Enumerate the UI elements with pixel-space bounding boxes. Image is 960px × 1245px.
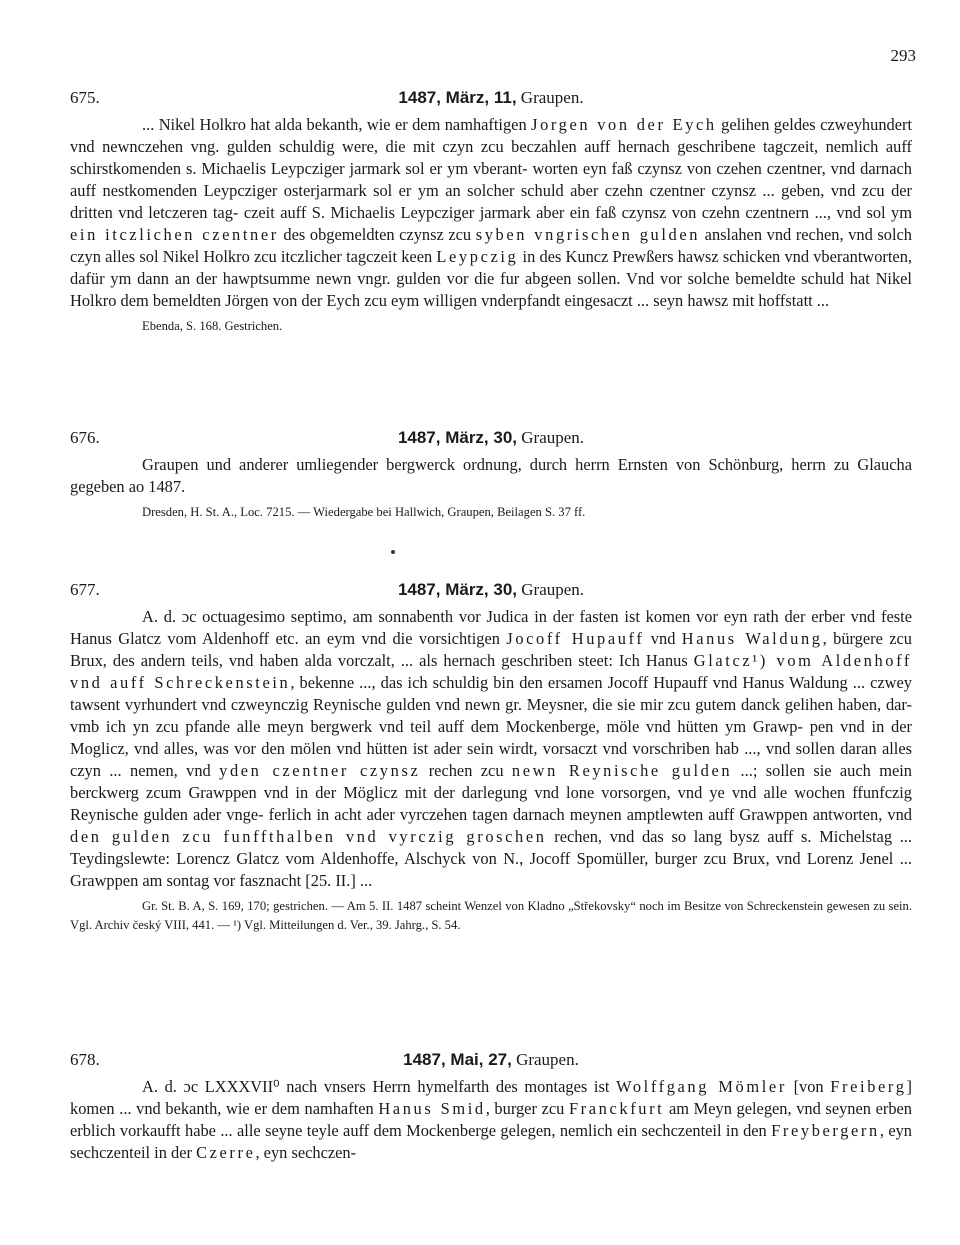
entry-heading	[70, 428, 912, 454]
text-run-spaced: Glatcz¹) vom Aldenhoff vnd auff Schreckenstein	[70, 651, 912, 692]
text-run-spaced: yden czentner czynsz	[219, 761, 421, 780]
text-run-spaced: Hanus Waldung	[681, 629, 823, 648]
entry-text	[70, 1076, 912, 1164]
source-line: Dresden, H. St. A., Loc. 7215. — Wiedergabe bei Hallwich, Graupen, Beilagen S. 37 ff.	[142, 505, 586, 519]
entry-place: Graupen.	[520, 88, 584, 107]
text-run: ] komen ... vnd bekanth, wie er dem namhaften	[70, 1077, 912, 1118]
entry-number: 676.	[70, 428, 100, 447]
source-line: Gr. St. B. A, S. 169, 170; gestrichen. — Am 5. II. 1487 scheint Wenzel von Kladno „Střekovsky“ noch im Besitze von Schreckenstein gewesen zu sein. Vgl. Archiv český VIII, 441. — ¹) Vgl. Mitteilungen d. Ver., 39. Jahrg., S. 54.	[70, 899, 912, 932]
text-run: Graupen und anderer umliegender bergwerck ordnung, durch herrn Ernsten von Schönburg, herrn zu Glaucha gegeben ao 1487.	[70, 455, 912, 496]
entry-text	[70, 454, 912, 498]
text-run-spaced: Czerre	[196, 1143, 256, 1162]
text-run-spaced: Jocoff Hupauff	[506, 629, 645, 648]
dot-mark	[391, 550, 395, 554]
text-run-spaced: Leypczig	[436, 247, 519, 266]
entry-date	[70, 428, 912, 448]
entry-place: Graupen.	[516, 1050, 579, 1069]
entry-date-value: 1487, März, 30,	[397, 580, 518, 599]
text-run-spaced: newn Reynische gulden	[511, 761, 733, 780]
text-run-spaced: syben vngrischen gulden	[475, 225, 701, 244]
text-run: rechen zcu	[420, 761, 512, 780]
entry-text	[70, 606, 912, 892]
text-run: A. d. ɔc LXXXVII⁰ nach vnsers Herrn hymelfarth des montages ist	[142, 1077, 617, 1096]
entry-place: Graupen.	[521, 580, 585, 599]
text-run-spaced: Hanus Smid	[378, 1099, 486, 1118]
entry-heading	[70, 1050, 912, 1076]
text-run-spaced: Jorgen von der Eych	[531, 115, 717, 134]
entry-675	[70, 88, 912, 336]
entry-676	[70, 428, 912, 522]
entry-number: 675.	[70, 88, 100, 107]
entry-number: 677.	[70, 580, 100, 599]
entry-677	[70, 580, 912, 935]
text-run-spaced: Franckfurt	[568, 1099, 665, 1118]
text-run-spaced: ein itczlichen czentner	[70, 225, 279, 244]
entry-date-value: 1487, Mai, 27,	[403, 1050, 512, 1069]
entry-text	[70, 114, 912, 312]
text-run: A. d. ɔc octuagesimo septimo, am sonnabenth vor Judica in der fasten ist komen vor eyn rath der erber vnd feste Hanus Glatcz vom Aldenhoff etc. an eym vnd die vorsichtigen	[70, 607, 912, 648]
text-run: , eyn sechczenteil in der	[70, 1121, 912, 1162]
text-run: ...; sollen sie auch mein berckwerg zcum Grawppen vnd in der Möglicz mit der darlegung vnd lone vorsorgen, vnd ye vnd alle wochen ffunfczig Reynische gulden ader vnge- ferlich in acht ader vyrczehen tagen darnach meynen amptlewten auff Grawppen antworten, vnd	[70, 761, 912, 824]
entry-place: Graupen.	[521, 428, 585, 447]
text-run-spaced: Wolffgang Mömler	[616, 1077, 787, 1096]
text-run: gelihen geldes czweyhundert vnd newnczehen vng. gulden schuldig were, die mit czyn zcu beczahlen auff hernach geschribene tagczeit, nemlich auff schirstkomenden s. Michaelis Leypcziger jarmark sol er ym vberant- worten eyn faß czynsz von czehen czentner, vnd darnach auff nestkomenden Leypcziger osterjarmark sol er ym an solcher schuld aber czehn czentner czynsz ... geben, vnd zcu der dritten vnd letczeren tag- czeit auff S. Michaelis Leypcziger jarmark aber ein faß czynsz von czehn czentnern ..., vnd sol ym	[70, 115, 912, 222]
text-run-spaced: Freybergern	[771, 1121, 880, 1140]
page-number: 293	[890, 46, 916, 65]
source-line: Ebenda, S. 168. Gestrichen.	[142, 319, 283, 333]
text-run: des obgemeldten czynsz zcu	[278, 225, 476, 244]
entry-heading	[70, 88, 912, 114]
source-note	[70, 897, 912, 935]
text-run-spaced: Freiberg	[830, 1077, 907, 1096]
text-run: vnd	[644, 629, 682, 648]
entry-heading	[70, 580, 912, 606]
entry-number: 678.	[70, 1050, 100, 1069]
text-run-spaced: den gulden zcu funffthalben vnd vyrczig groschen	[70, 827, 547, 846]
entry-date-value: 1487, März, 11,	[398, 88, 517, 107]
text-run: am Meyn gelegen, vnd seynen erben erblich vorkaufft habe ... alle seyne teyle auff dem Mockenberge gelegen, nemlich ein sechczenteil in den	[70, 1099, 912, 1140]
text-run: ... Nikel Holkro hat alda bekanth, wie er dem namhaftigen	[142, 115, 532, 134]
entry-date	[70, 1050, 912, 1070]
entry-date	[70, 580, 912, 600]
text-run: , bürgere zcu Brux, des andern teils, vnd haben alda vorczalt, ... als hernach geschriben steet: Ich Hanus	[70, 629, 913, 670]
text-run: anslahen vnd rechen, vnd solch czyn alles sol Nikel Holkro zcu itczlicher tagczeit keen	[70, 225, 912, 266]
source-note	[70, 317, 912, 336]
entry-date	[70, 88, 912, 108]
text-run: [von	[786, 1077, 831, 1096]
text-run: , eyn sechczen-	[255, 1143, 357, 1162]
text-run: , bekenne ..., das ich schuldig bin den ersamen Jocoff Hupauff vnd Hanus Waldung ... czwey tawsent vyrhundert vnd czweynczig Reynische gulden vnd newn gr. Meysner, die sie mir zcu gutem danck gelihen haben, dar- vmb ich yn zcu pfande alle meyn bergwerk vnd teil auff dem Mockenberge, möle vnd hütten ym Grawp- pen vnd in der Moglicz, vnd alles, was vor den mölen vnd hütten ist ader sein wirdt, vorsaczt vnd vorschriben hab ..., vnd sollen daran alles czyn ... nemen, vnd	[70, 673, 912, 780]
source-note	[70, 503, 912, 522]
entry-date-value: 1487, März, 30,	[397, 428, 518, 447]
text-run: in des Kuncz Prewßers hawsz schicken vnd vberantworten, dafür ym dann an der hawptsumme newn vngr. gulden vor die fur abgeen sollen. Vnd vor solche bemeldte schuld hat Nikel Holkro dem bemeldten Jörgen von der Eych zcu eym willigen vnderpfandt eingesaczt ... seyn hawsz mit hoffstatt ...	[70, 247, 912, 310]
entry-678	[70, 1050, 912, 1164]
text-run: , burger zcu	[485, 1099, 569, 1118]
text-run: rechen, vnd das so lang bysz auff s. Michelstag ... Teydingslewte: Lorencz Glatcz vom Aldenhoffe, Alschyck von N., Jocoff Spomüller, burger zcu Brux, vnd Lorenz Jenel ... Grawppen am sontag vor fasznacht [25. II.] ...	[70, 827, 912, 890]
